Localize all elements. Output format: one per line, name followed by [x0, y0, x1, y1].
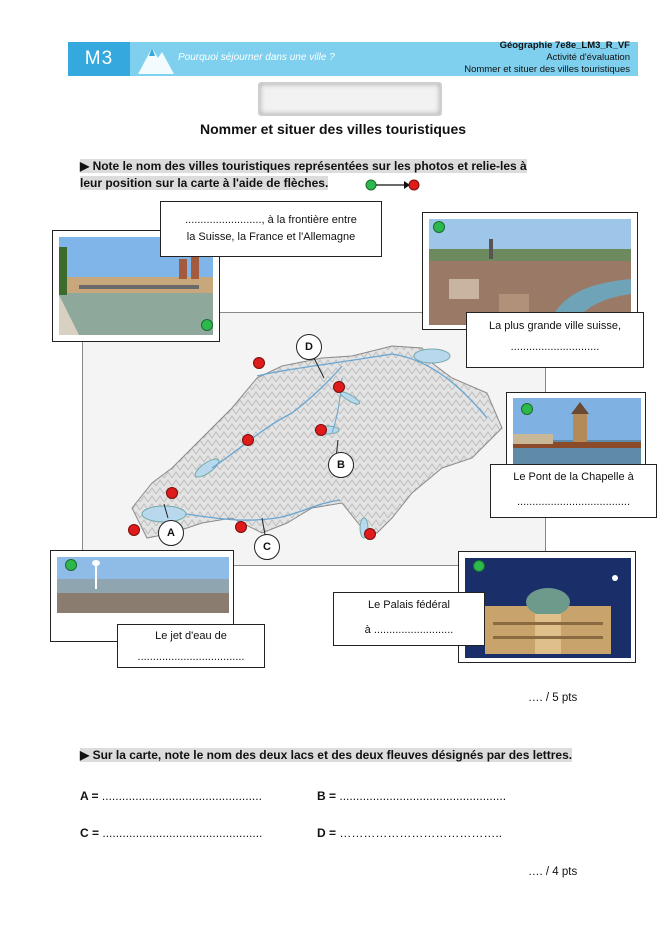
callout-d: D — [296, 334, 322, 360]
red-dot-lucerne[interactable] — [316, 425, 327, 436]
score-1: …. / 5 pts — [528, 692, 578, 704]
green-dot-lucerne[interactable] — [521, 403, 533, 415]
score-2: …. / 4 pts — [528, 866, 578, 878]
doc-info-line2: Activité d'évaluation — [546, 52, 630, 63]
callout-b: B — [328, 452, 354, 478]
caption-basel — [160, 201, 382, 257]
caption-bern-line2: à .......................... — [364, 624, 454, 636]
caption-geneva-line1: Le jet d'eau de — [155, 630, 227, 642]
answer-b-dots: .................................................. — [339, 789, 507, 803]
arrow-legend-icon — [364, 178, 420, 192]
instruction-2-text: ▶ Sur la carte, note le nom des deux lacs et des deux fleuves désignés par des lettres. — [80, 748, 573, 762]
mountain-logo-icon — [136, 44, 176, 76]
document-info — [464, 40, 630, 76]
caption-lucerne-line2: ..................................... — [516, 496, 631, 508]
red-dot-sion[interactable] — [236, 522, 247, 533]
caption-basel-line2: la Suisse, la France et l'Allemagne — [186, 231, 356, 243]
answer-c[interactable] — [80, 826, 262, 840]
caption-bern-line1: Le Palais fédéral — [368, 599, 450, 611]
answer-a[interactable] — [80, 789, 262, 803]
answer-a-dots: ................................................ — [101, 789, 262, 803]
caption-zurich — [466, 312, 644, 368]
callout-a: A — [158, 520, 184, 546]
instruction-1 — [80, 158, 590, 192]
page-title: Nommer et situer des villes touristiques — [199, 121, 467, 137]
doc-info-line1: Géographie 7e8e_LM3_R_VF — [499, 40, 630, 51]
red-dot-bern[interactable] — [243, 435, 254, 446]
photo-card-lucerne — [506, 392, 646, 474]
green-dot-bern[interactable] — [473, 560, 485, 572]
answer-a-label: A = — [80, 789, 99, 803]
doc-info-line3: Nommer et situer des villes touristiques — [464, 64, 630, 75]
red-dot-zurich[interactable] — [334, 382, 345, 393]
instruction-2 — [80, 747, 640, 764]
lake-geneva — [142, 506, 186, 522]
red-dot-basel[interactable] — [254, 358, 265, 369]
caption-zurich-line2: ............................. — [510, 341, 600, 353]
answer-d-label: D = — [317, 826, 337, 840]
caption-bern — [333, 592, 485, 646]
red-dot-lausanne[interactable] — [167, 488, 178, 499]
answer-d-dots: ………………………………….. — [339, 826, 503, 840]
geneva-photo — [57, 557, 229, 613]
bern-photo — [465, 558, 631, 658]
caption-lucerne-line1: Le Pont de la Chapelle à — [513, 471, 634, 483]
answer-b[interactable] — [317, 789, 506, 803]
green-dot-geneva[interactable] — [65, 559, 77, 571]
answer-c-dots: ................................................ — [102, 826, 263, 840]
student-name-box[interactable] — [258, 82, 442, 116]
caption-geneva — [117, 624, 265, 668]
switzerland-shape — [132, 346, 502, 538]
red-dot-geneva[interactable] — [129, 525, 140, 536]
caption-geneva-line2: ................................... — [137, 651, 245, 663]
caption-basel-line1: ........................., à la frontière entre — [185, 214, 357, 226]
answer-d[interactable] — [317, 826, 502, 840]
caption-lucerne — [490, 464, 657, 518]
caption-zurich-line1: La plus grande ville suisse, — [488, 320, 622, 332]
answer-b-label: B = — [317, 789, 337, 803]
red-dot-lugano[interactable] — [365, 529, 376, 540]
callout-c: C — [254, 534, 280, 560]
instruction-1-line1: ▶ Note le nom des villes touristiques représentées sur les photos et relie-les à — [80, 159, 527, 173]
green-dot-basel[interactable] — [201, 319, 213, 331]
lake-constance — [414, 349, 450, 363]
answer-c-label: C = — [80, 826, 100, 840]
zurich-photo — [429, 219, 631, 325]
header-subtitle: Pourquoi séjourner dans une ville ? — [178, 52, 335, 63]
instruction-1-line2: leur position sur la carte à l'aide de flèches. — [80, 176, 329, 190]
green-dot-zurich[interactable] — [433, 221, 445, 233]
module-code: M3 — [68, 42, 130, 76]
